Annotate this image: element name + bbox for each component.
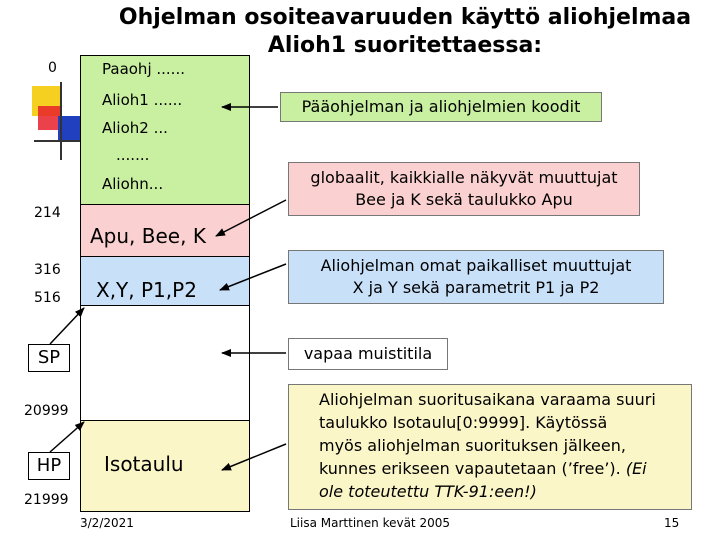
code-dots: .......: [116, 146, 150, 164]
sp-register: SP: [28, 344, 70, 372]
arrow-heap: [222, 444, 286, 470]
callout-globals-line-2: Bee ja K sekä taulukko Apu: [355, 190, 573, 209]
code-subn: Aliohn...: [102, 175, 164, 193]
address-316: 316: [34, 262, 61, 278]
heap-vars: Isotaulu: [104, 452, 184, 476]
address-0: 0: [48, 60, 57, 76]
callout-code: Pääohjelman ja aliohjelmien koodit: [280, 92, 602, 122]
address-21999: 21999: [24, 492, 69, 508]
callout-locals-line-2: X ja Y sekä parametrit P1 ja P2: [352, 278, 600, 297]
globals-vars: Apu, Bee, K: [90, 224, 206, 248]
callout-heap-line-4-text: kunnes erikseen vapautetaan (’free’).: [319, 459, 621, 478]
code-sub1: Alioh1 ......: [102, 91, 183, 109]
arrow-locals: [220, 264, 286, 290]
arrow-sp: [50, 308, 84, 344]
callout-locals-line-1: Aliohjelman omat paikalliset muuttujat: [320, 256, 632, 275]
footer-author: Liisa Marttinen kevät 2005: [290, 516, 450, 530]
footer-date: 3/2/2021: [80, 516, 134, 530]
title-line-2: Alioh1 suoritettaessa:: [267, 33, 543, 58]
callout-globals-line-1: globaalit, kaikkialle näkyvät muuttujat: [310, 168, 618, 187]
locals-vars: X,Y, P1,P2: [96, 278, 197, 302]
callout-heap-line-1: Aliohjelman suoritusaikana varaama suuri: [319, 390, 656, 409]
address-516: 516: [34, 290, 61, 306]
address-214: 214: [34, 205, 61, 221]
footer-page-number: 15: [664, 516, 680, 530]
arrow-hp: [50, 422, 84, 452]
arrow-globals: [216, 200, 286, 236]
callout-heap-line-4-italic: (Ei: [625, 459, 647, 478]
callout-heap-line-3: myös aliohjelman suorituksen jälkeen,: [319, 436, 626, 455]
title-line-1: Ohjelman osoiteavaruuden käyttö aliohjelmaa: [118, 5, 692, 30]
callout-free: vapaa muistitila: [288, 338, 448, 370]
code-sub2: Alioh2 ...: [102, 119, 168, 137]
callout-heap-line-2: taulukko Isotaulu[0:9999]. Käytössä: [319, 413, 608, 432]
hp-register: HP: [28, 452, 70, 480]
code-main: Paaohj ......: [102, 60, 185, 78]
callout-heap-line-5-italic: ole toteutettu TTK-91:een!): [319, 482, 537, 501]
address-20999: 20999: [24, 403, 69, 419]
